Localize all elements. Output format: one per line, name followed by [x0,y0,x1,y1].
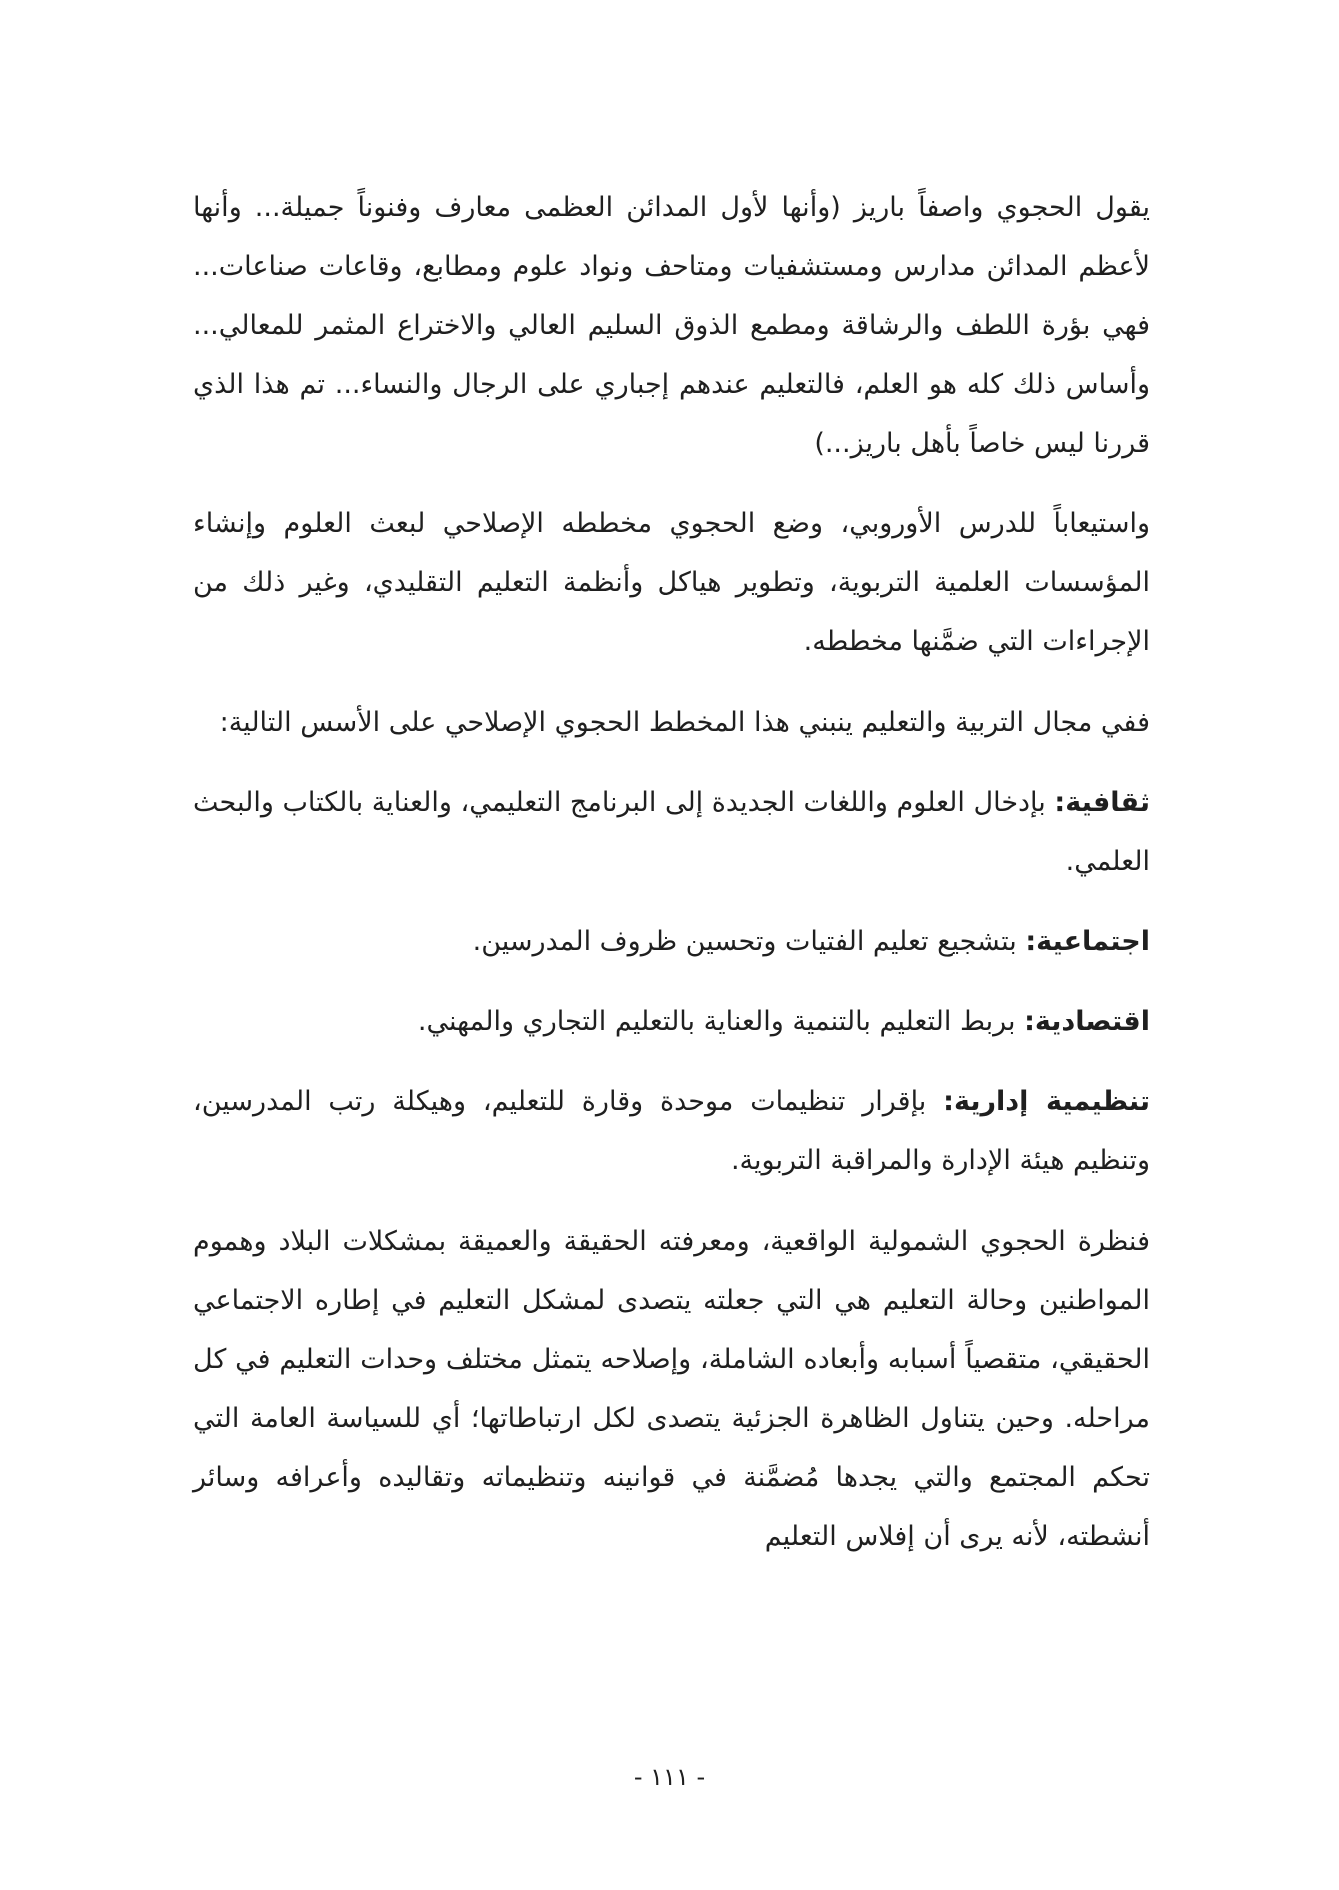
item-term: تنظيمية إدارية: [943,1086,1150,1117]
document-body [193,178,1150,1566]
item-text: بتشجيع تعليم الفتيات وتحسين ظروف المدرسين. [472,926,1026,957]
item-term: اقتصادية: [1024,1006,1150,1037]
paragraph [193,494,1150,671]
page-number: - ١١١ - [633,1763,706,1791]
list-item-administrative [193,1072,1150,1190]
paragraph [193,1212,1150,1566]
list-item-cultural [193,773,1150,891]
paragraph-text: يقول الحجوي واصفاً باريز (وأنها لأول المدائن العظمى معارف وفنوناً جميلة... وأنها لأعظم المدائن مدارس ومستشفيات ومتاحف ونواد علوم ومطابع، وقاعات صناعات... فهي بؤرة اللطف والرشاقة ومطمع الذوق السليم العالي والاختراع المثمر للمعالي... وأساس ذلك كله هو العلم، فالتعليم عندهم إجباري على الرجال والنساء... تم هذا الذي قررنا ليس خاصاً بأهل باريز...) [193,192,1150,459]
item-text: بربط التعليم بالتنمية والعناية بالتعليم التجاري والمهني. [417,1006,1025,1037]
item-term: ثقافية: [1054,787,1150,818]
list-item-social [193,912,1150,971]
paragraph-text: واستيعاباً للدرس الأوروبي، وضع الحجوي مخططه الإصلاحي لبعث العلوم وإنشاء المؤسسات العلمية التربوية، وتطوير هياكل وأنظمة التعليم التقليدي، وغير ذلك من الإجراءات التي ضمَّنها مخططه. [193,508,1150,657]
item-text: بإدخال العلوم واللغات الجديدة إلى البرنامج التعليمي، والعناية بالكتاب والبحث العلمي. [193,787,1150,877]
paragraph [193,693,1150,752]
list-item-economic [193,992,1150,1051]
item-term: اجتماعية: [1025,926,1150,957]
paragraph-text: ففي مجال التربية والتعليم ينبني هذا المخطط الحجوي الإصلاحي على الأسس التالية: [219,707,1150,738]
item-text: بإقرار تنظيمات موحدة وقارة للتعليم، وهيكلة رتب المدرسين، وتنظيم هيئة الإدارة والمراقبة التربوية. [193,1086,1150,1176]
quote-paragraph [193,178,1150,473]
paragraph-text: فنظرة الحجوي الشمولية الواقعية، ومعرفته الحقيقة والعميقة بمشكلات البلاد وهموم المواطنين وحالة التعليم هي التي جعلته يتصدى لمشكل التعليم في إطاره الاجتماعي الحقيقي، متقصياً أسبابه وأبعاده الشاملة، وإصلاحه يتمثل مختلف وحدات التعليم في كل مراحله. وحين يتناول الظاهرة الجزئية يتصدى لكل ارتباطاتها؛ أي للسياسة العامة التي تحكم المجتمع والتي يجدها مُضمَّنة في قوانينه وتنظيماته وتقاليده وأعرافه وسائر أنشطته، لأنه يرى أن إفلاس التعليم [193,1226,1150,1552]
